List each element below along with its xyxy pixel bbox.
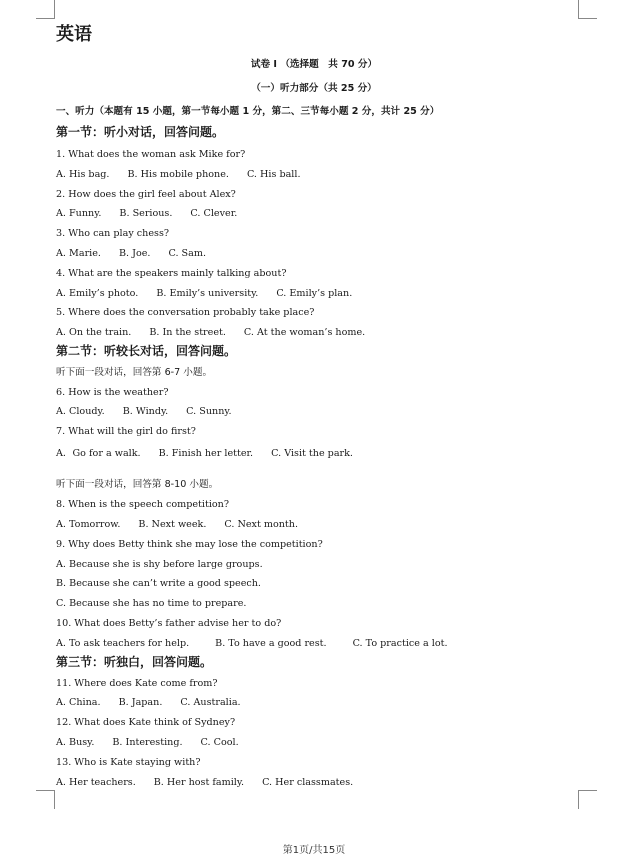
options-12 xyxy=(56,736,239,749)
options-3 xyxy=(56,247,206,260)
options-8 xyxy=(56,518,298,531)
paper-title: 试卷 I （选择题 共 70 分） xyxy=(250,59,378,70)
option-8a: A. Tomorrow. xyxy=(56,519,121,530)
question-5: 5. Where does the conversation probably take place? xyxy=(56,307,315,318)
option-12a: A. Busy. xyxy=(56,737,95,748)
listen-instruction-6-7: 听下面一段对话，回答第 6-7 小题。 xyxy=(56,367,213,378)
option-2a: A. Funny. xyxy=(56,208,102,219)
crop-mark-top-right xyxy=(578,0,597,19)
option-9b: B. Because she can’t write a good speech. xyxy=(56,578,261,589)
crop-mark-top-left xyxy=(36,0,55,19)
option-4a: A. Emily’s photo. xyxy=(56,288,139,299)
question-9: 9. Why does Betty think she may lose the competition? xyxy=(56,539,323,550)
section-2-heading: 第二节：听较长对话，回答问题。 xyxy=(56,344,237,358)
option-5a: A. On the train. xyxy=(56,327,132,338)
options-7 xyxy=(56,447,353,460)
option-10c: C. To practice a lot. xyxy=(352,638,448,649)
option-3c: C. Sam. xyxy=(168,248,206,259)
part-title: （一）听力部分（共 25 分） xyxy=(251,83,377,94)
option-9a: A. Because she is shy before large groups. xyxy=(56,559,263,570)
option-5c: C. At the woman’s home. xyxy=(243,327,366,338)
option-8c: C. Next month. xyxy=(224,519,298,530)
option-4b: B. Emily’s university. xyxy=(156,288,259,299)
option-6b: B. Windy. xyxy=(122,406,169,417)
section-intro: 一、听力（本题有 15 小题，第一节每小题 1 分，第二、三节每小题 2 分，共计 25 分） xyxy=(56,106,440,117)
option-1a: A. His bag. xyxy=(56,169,110,180)
options-5 xyxy=(56,326,365,339)
option-12c: C. Cool. xyxy=(200,737,239,748)
option-7c: C. Visit the park. xyxy=(271,448,353,459)
option-4c: C. Emily’s plan. xyxy=(276,288,353,299)
option-13c: C. Her classmates. xyxy=(262,777,354,788)
question-13: 13. Who is Kate staying with? xyxy=(56,757,201,768)
question-11: 11. Where does Kate come from? xyxy=(56,678,218,689)
option-3a: A. Marie. xyxy=(56,248,101,259)
option-3b: B. Joe. xyxy=(118,248,151,259)
question-1: 1. What does the woman ask Mike for? xyxy=(56,149,246,160)
options-1 xyxy=(56,168,301,181)
section-3-heading: 第三节：听独白，回答问题。 xyxy=(56,655,213,669)
option-11b: B. Japan. xyxy=(118,697,163,708)
question-4: 4. What are the speakers mainly talking about? xyxy=(56,268,287,279)
option-6c: C. Sunny. xyxy=(186,406,232,417)
options-4 xyxy=(56,287,352,300)
question-2: 2. How does the girl feel about Alex? xyxy=(56,189,236,200)
option-11c: C. Australia. xyxy=(180,697,241,708)
options-11 xyxy=(56,696,241,709)
options-10 xyxy=(56,637,448,650)
question-10: 10. What does Betty’s father advise her to do? xyxy=(56,618,282,629)
option-12b: B. Interesting. xyxy=(112,737,183,748)
question-12: 12. What does Kate think of Sydney? xyxy=(56,717,236,728)
crop-mark-bottom-right xyxy=(578,790,597,809)
option-1b: B. His mobile phone. xyxy=(127,169,229,180)
option-13a: A. Her teachers. xyxy=(56,777,136,788)
question-7: 7. What will the girl do first? xyxy=(56,426,196,437)
option-13b: B. Her host family. xyxy=(153,777,245,788)
question-3: 3. Who can play chess? xyxy=(56,228,170,239)
option-1c: C. His ball. xyxy=(246,169,301,180)
option-8b: B. Next week. xyxy=(138,519,207,530)
option-6a: A. Cloudy. xyxy=(56,406,105,417)
options-6 xyxy=(56,405,232,418)
subject-title: 英语 xyxy=(56,24,92,45)
option-10a: A. To ask teachers for help. xyxy=(56,638,190,649)
option-9c: C. Because she has no time to prepare. xyxy=(56,598,247,609)
page-number: 第1页/共15页 xyxy=(282,845,346,856)
question-8: 8. When is the speech competition? xyxy=(56,499,229,510)
option-5b: B. In the street. xyxy=(149,327,226,338)
listen-instruction-8-10: 听下面一段对话，回答第 8-10 小题。 xyxy=(56,479,219,490)
options-2 xyxy=(56,207,237,220)
options-13 xyxy=(56,776,353,789)
question-6: 6. How is the weather? xyxy=(56,387,169,398)
crop-mark-bottom-left xyxy=(36,790,55,809)
option-2c: C. Clever. xyxy=(190,208,238,219)
option-11a: A. China. xyxy=(56,697,101,708)
section-1-heading: 第一节：听小对话，回答问题。 xyxy=(56,125,225,139)
option-10b: B. To have a good rest. xyxy=(215,638,327,649)
option-7a: A．Go for a walk. xyxy=(56,448,141,459)
option-7b: B. Finish her letter. xyxy=(158,448,254,459)
option-2b: B. Serious. xyxy=(119,208,173,219)
